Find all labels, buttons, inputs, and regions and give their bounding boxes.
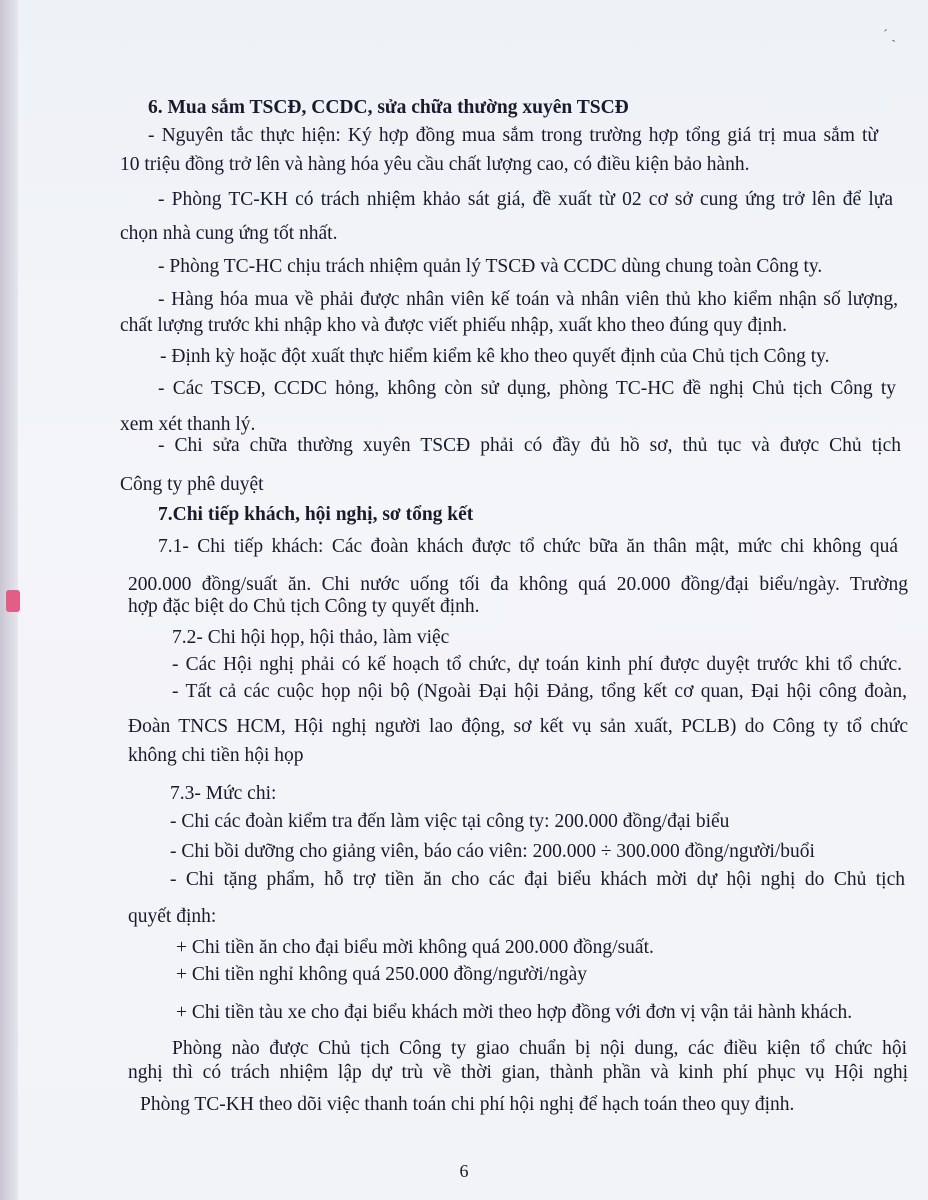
- final-paragraph-line-2: nghị thì có trách nhiệm lập dự trù về thời gian, thành phần và kinh phí phục vụ Hội nghị: [128, 1062, 908, 1083]
- page-number: 6: [459, 1161, 469, 1181]
- s6-paragraph-2-line-1: - Phòng TC-KH có trách nhiệm khảo sát giá, đề xuất từ 02 cơ sở cung ứng trở lên để lựa: [158, 189, 893, 210]
- scan-speck: ˊ ˎ: [883, 28, 896, 43]
- s6-paragraph-3: - Phòng TC-HC chịu trách nhiệm quản lý TSCĐ và CCDC dùng chung toàn Công ty.: [158, 256, 823, 277]
- section-7-heading: 7.Chi tiếp khách, hội nghị, sơ tổng kết: [158, 504, 474, 525]
- s73-paragraph-3-line-2: quyết định:: [128, 906, 217, 927]
- s6-paragraph-1-line-1: - Nguyên tắc thực hiện: Ký hợp đồng mua sắm trong trường hợp tổng giá trị mua sắm từ: [148, 125, 878, 146]
- s6-paragraph-5: - Định kỳ hoặc đột xuất thực hiểm kiểm kê kho theo quyết định của Chủ tịch Công ty.: [160, 346, 830, 367]
- s73-paragraph-2: - Chi bồi dưỡng cho giảng viên, báo cáo viên: 200.000 ÷ 300.000 đồng/người/buổi: [170, 841, 815, 862]
- s73-paragraph-3-line-1: - Chi tặng phẩm, hỗ trợ tiền ăn cho các đại biểu khách mời dự hội nghị do Chủ tịch: [170, 869, 905, 890]
- s73-heading: 7.3- Mức chi:: [170, 783, 277, 804]
- section-6-heading: 6. Mua sắm TSCĐ, CCDC, sửa chữa thường xuyên TSCĐ: [148, 97, 629, 118]
- s6-paragraph-7-line-1: - Chi sửa chữa thường xuyên TSCĐ phải có đầy đủ hồ sơ, thủ tục và được Chủ tịch: [158, 435, 901, 456]
- s73-bullet-2: + Chi tiền nghỉ không quá 250.000 đồng/người/ngày: [176, 964, 588, 985]
- s73-paragraph-1: - Chi các đoàn kiểm tra đến làm việc tại công ty: 200.000 đồng/đại biểu: [170, 811, 730, 832]
- s72-paragraph-2-line-3: không chi tiền hội họp: [128, 745, 304, 766]
- s6-paragraph-6-line-2: xem xét thanh lý.: [120, 414, 256, 435]
- s6-paragraph-4-line-1: - Hàng hóa mua về phải được nhân viên kế toán và nhân viên thủ kho kiểm nhận số lượng,: [158, 289, 898, 310]
- s6-paragraph-6-line-1: - Các TSCĐ, CCDC hỏng, không còn sử dụng, phòng TC-HC đề nghị Chủ tịch Công ty: [158, 378, 896, 399]
- s72-paragraph-1: - Các Hội nghị phải có kế hoạch tổ chức, dự toán kinh phí được duyệt trước khi tổ chức.: [172, 654, 902, 675]
- s6-paragraph-2-line-2: chọn nhà cung ứng tốt nhất.: [120, 223, 338, 244]
- s6-paragraph-1-line-2: 10 triệu đồng trở lên và hàng hóa yêu cầu chất lượng cao, có điều kiện bảo hành.: [120, 154, 750, 175]
- s72-heading: 7.2- Chi hội họp, hội thảo, làm việc: [172, 627, 450, 648]
- s72-paragraph-2-line-1: - Tất cả các cuộc họp nội bộ (Ngoài Đại hội Đảng, tổng kết cơ quan, Đại hội công đoàn,: [172, 681, 907, 702]
- final-paragraph-line-1: Phòng nào được Chủ tịch Công ty giao chuẩn bị nội dung, các điều kiện tổ chức hội: [172, 1038, 907, 1059]
- stamp-fragment: [6, 590, 20, 612]
- s73-bullet-1: + Chi tiền ăn cho đại biểu mời không quá 200.000 đồng/suất.: [176, 937, 654, 958]
- s6-paragraph-7-line-2: Công ty phê duyệt: [120, 474, 264, 495]
- s71-line-3: hợp đặc biệt do Chủ tịch Công ty quyết định.: [128, 596, 480, 617]
- final-paragraph-line-3: Phòng TC-KH theo dõi việc thanh toán chi phí hội nghị để hạch toán theo quy định.: [140, 1094, 795, 1115]
- s72-paragraph-2-line-2: Đoàn TNCS HCM, Hội nghị người lao động, sơ kết vụ sản xuất, PCLB) do Công ty tổ chức: [128, 716, 908, 737]
- s71-line-1: 7.1- Chi tiếp khách: Các đoàn khách được tổ chức bữa ăn thân mật, mức chi không quá: [158, 536, 898, 557]
- s71-line-2: 200.000 đồng/suất ăn. Chi nước uống tối đa không quá 20.000 đồng/đại biểu/ngày. Trường: [128, 574, 908, 595]
- s73-bullet-3: + Chi tiền tàu xe cho đại biểu khách mời theo hợp đồng với đơn vị vận tải hành khách.: [176, 1002, 853, 1023]
- s6-paragraph-4-line-2: chất lượng trước khi nhập kho và được viết phiếu nhập, xuất kho theo đúng quy định.: [120, 315, 788, 336]
